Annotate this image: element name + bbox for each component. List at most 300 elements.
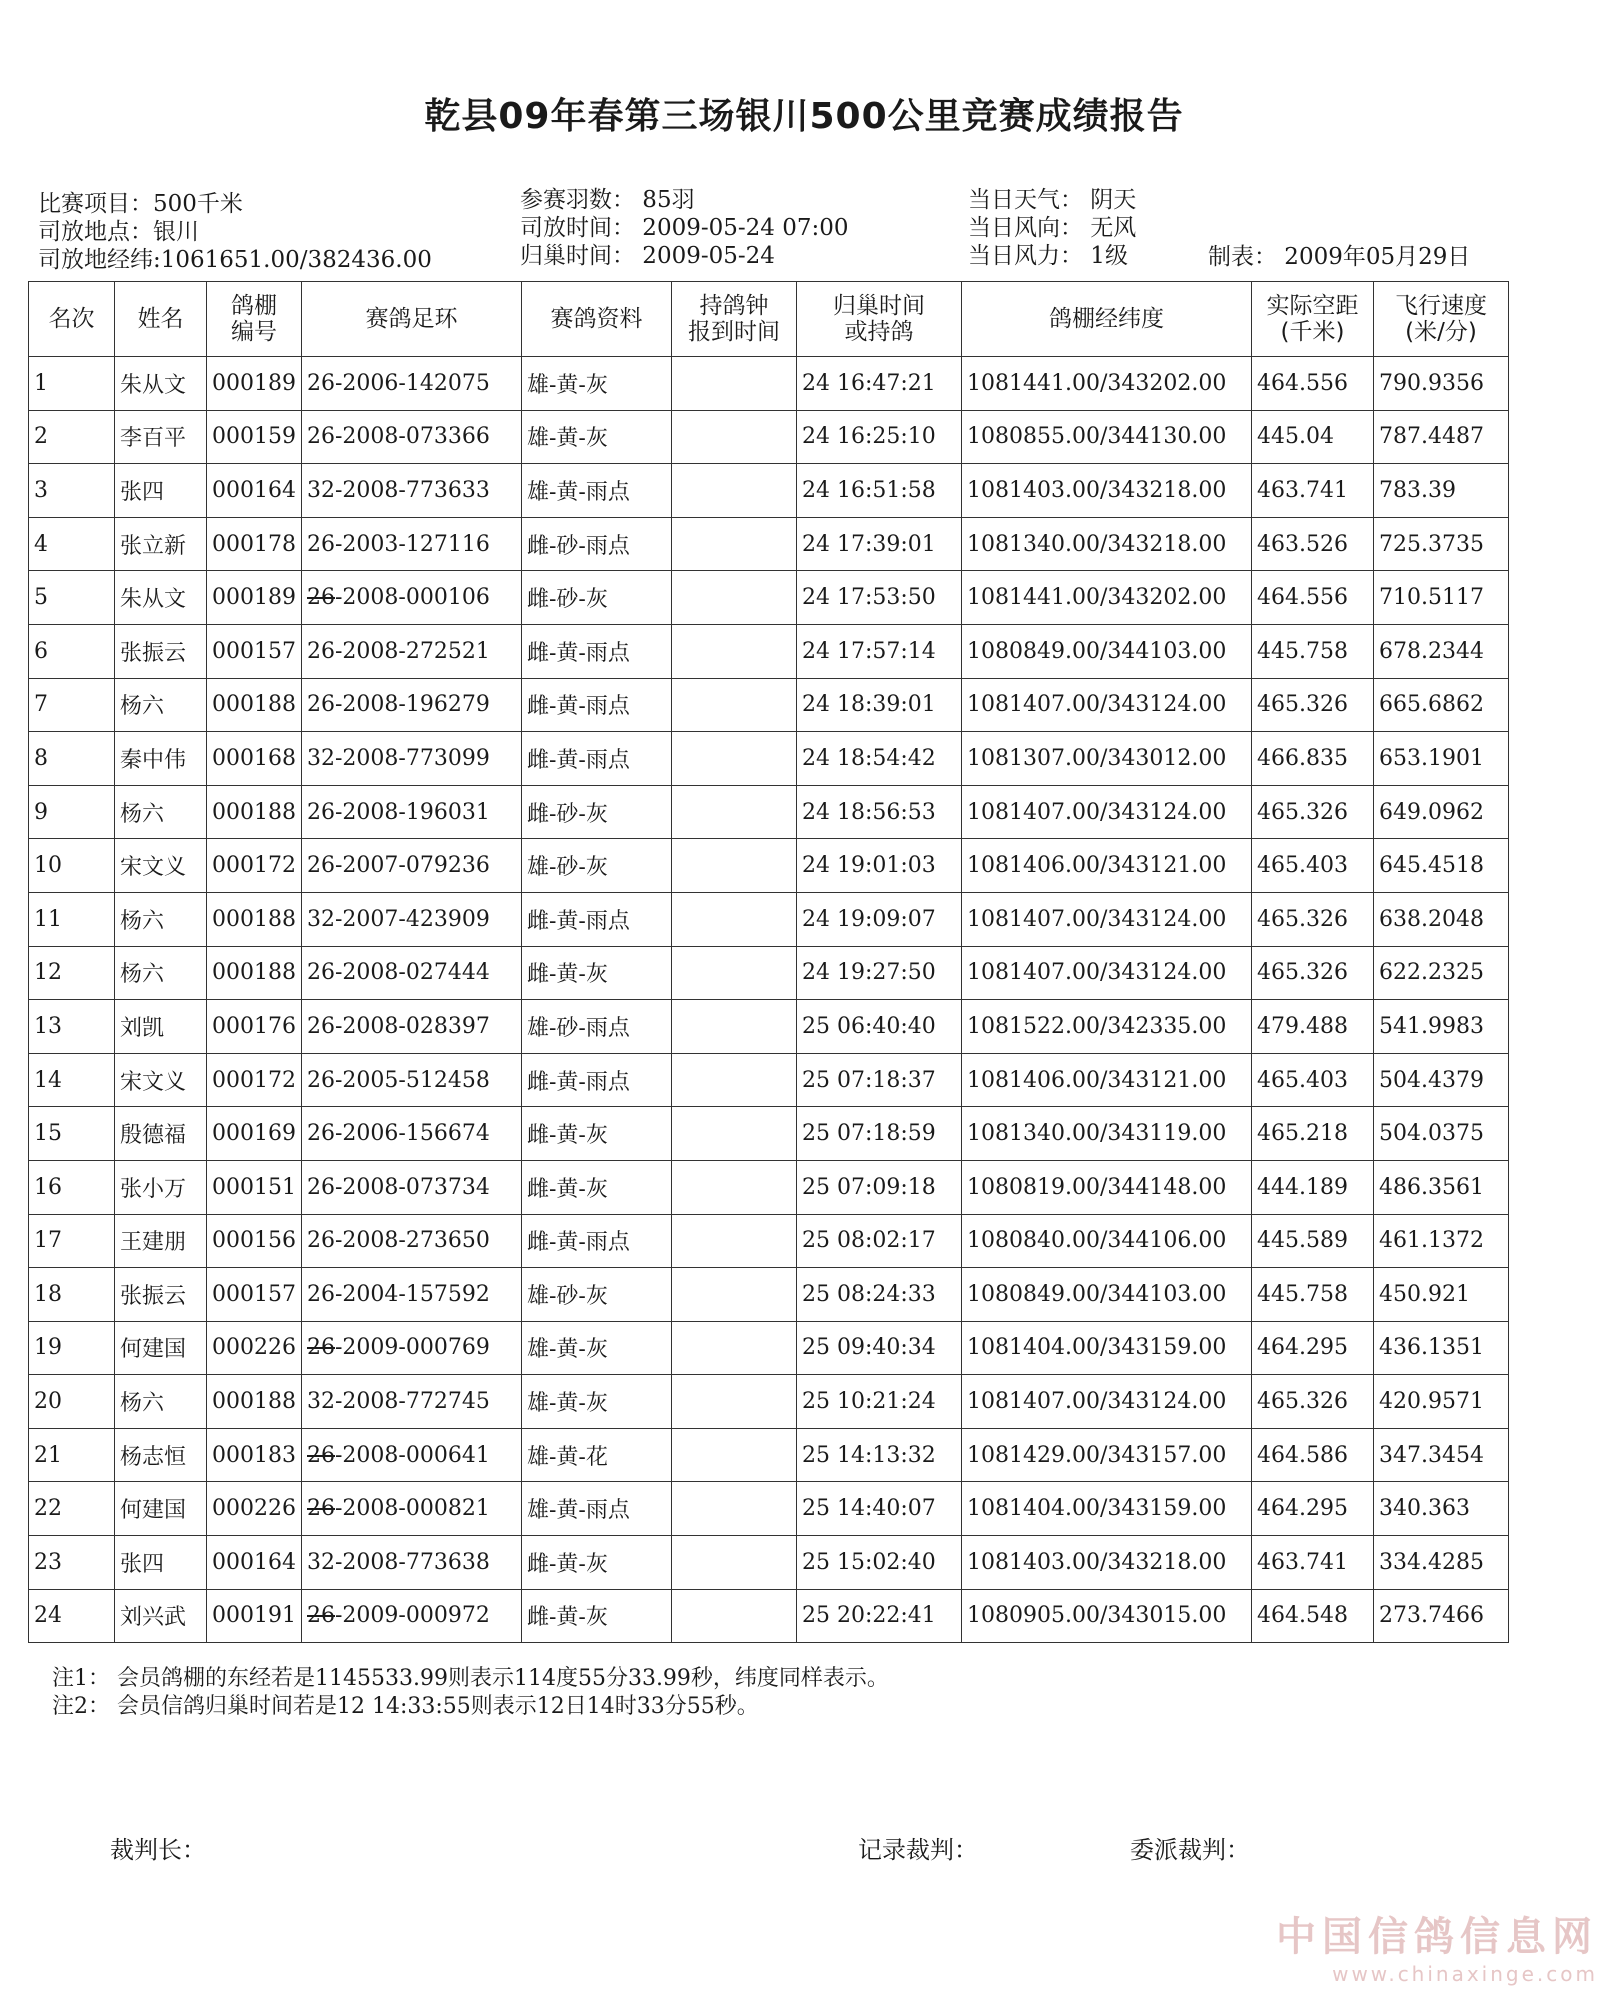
cell-ring: 32-2008-773638	[302, 1536, 522, 1590]
cell-distance: 464.556	[1252, 357, 1374, 411]
cell-name: 张振云	[115, 1268, 207, 1322]
cell-pigeon-info: 雄-砂-雨点	[522, 1000, 672, 1054]
table-row	[29, 892, 1509, 946]
cell-distance: 464.295	[1252, 1482, 1374, 1536]
cell-loft-coord: 1080849.00/344103.00	[962, 624, 1252, 678]
table-row	[29, 1375, 1509, 1429]
results-table	[28, 281, 1509, 1643]
header-line: 飞行速度	[1395, 293, 1487, 319]
cell-clock-time	[672, 946, 797, 1000]
cell-clock-time	[672, 1482, 797, 1536]
cell-speed: 486.3561	[1374, 1160, 1509, 1214]
cell-speed: 436.1351	[1374, 1321, 1509, 1375]
cell-clock-time	[672, 1160, 797, 1214]
cell-ring: 26-2008-027444	[302, 946, 522, 1000]
cell-return-time: 24 16:51:58	[797, 464, 962, 518]
cell-pigeon-info: 雌-黄-灰	[522, 1536, 672, 1590]
cell-distance: 465.326	[1252, 678, 1374, 732]
cell-clock-time	[672, 678, 797, 732]
note-return-time: 注2： 会员信鸽归巢时间若是12 14:33:55则表示12日14时33分55秒。	[52, 1694, 759, 1719]
ring-prefix-struck: 26	[307, 1335, 335, 1361]
cell-clock-time	[672, 1214, 797, 1268]
table-row	[29, 1536, 1509, 1590]
col-header-ring: 赛鸽足环	[302, 282, 522, 357]
cell-rank: 8	[29, 732, 115, 786]
cell-name: 殷德福	[115, 1107, 207, 1161]
watermark	[1276, 1905, 1598, 1986]
cell-name: 杨志恒	[115, 1428, 207, 1482]
cell-clock-time	[672, 1321, 797, 1375]
cell-speed: 665.6862	[1374, 678, 1509, 732]
cell-clock-time	[672, 357, 797, 411]
cell-loft-id: 000157	[207, 624, 302, 678]
cell-return-time: 25 06:40:40	[797, 1000, 962, 1054]
cell-name: 张小万	[115, 1160, 207, 1214]
cell-speed: 678.2344	[1374, 624, 1509, 678]
cell-clock-time	[672, 1536, 797, 1590]
table-row	[29, 624, 1509, 678]
cell-loft-coord: 1081404.00/343159.00	[962, 1482, 1252, 1536]
cell-distance: 465.326	[1252, 946, 1374, 1000]
cell-name: 何建国	[115, 1482, 207, 1536]
cell-pigeon-info: 雄-黄-灰	[522, 410, 672, 464]
cell-loft-id: 000183	[207, 1428, 302, 1482]
cell-clock-time	[672, 1107, 797, 1161]
cell-return-time: 25 08:24:33	[797, 1268, 962, 1322]
table-row	[29, 1428, 1509, 1482]
cell-name: 刘兴武	[115, 1589, 207, 1643]
cell-distance: 464.586	[1252, 1428, 1374, 1482]
cell-loft-id: 000178	[207, 517, 302, 571]
cell-name: 杨六	[115, 678, 207, 732]
col-header-loft-id	[207, 282, 302, 357]
cell-pigeon-info: 雄-砂-灰	[522, 1268, 672, 1322]
cell-return-time: 25 08:02:17	[797, 1214, 962, 1268]
table-row	[29, 1214, 1509, 1268]
cell-return-time: 24 18:39:01	[797, 678, 962, 732]
cell-clock-time	[672, 1268, 797, 1322]
cell-distance: 466.835	[1252, 732, 1374, 786]
cell-name: 宋文义	[115, 1053, 207, 1107]
table-row	[29, 1321, 1509, 1375]
cell-pigeon-info: 雄-黄-灰	[522, 357, 672, 411]
info-entries: 参赛羽数： 85羽	[520, 187, 695, 213]
cell-clock-time	[672, 732, 797, 786]
col-header-distance	[1252, 282, 1374, 357]
cell-loft-coord: 1080819.00/344148.00	[962, 1160, 1252, 1214]
cell-speed: 347.3454	[1374, 1428, 1509, 1482]
cell-loft-coord: 1080905.00/343015.00	[962, 1589, 1252, 1643]
cell-loft-coord: 1081429.00/343157.00	[962, 1428, 1252, 1482]
cell-ring: 26-2003-127116	[302, 517, 522, 571]
cell-distance: 463.741	[1252, 1536, 1374, 1590]
cell-distance: 465.326	[1252, 1375, 1374, 1429]
cell-rank: 15	[29, 1107, 115, 1161]
cell-loft-id: 000188	[207, 785, 302, 839]
cell-rank: 3	[29, 464, 115, 518]
report-title: 乾县09年春第三场银川500公里竞赛成绩报告	[424, 96, 1184, 137]
ring-prefix-struck: 26	[307, 1442, 335, 1468]
cell-ring: 26-2006-142075	[302, 357, 522, 411]
cell-clock-time	[672, 1053, 797, 1107]
cell-speed: 504.0375	[1374, 1107, 1509, 1161]
col-header-loft-coord: 鸽棚经纬度	[962, 282, 1252, 357]
cell-loft-id: 000172	[207, 1053, 302, 1107]
cell-clock-time	[672, 1589, 797, 1643]
cell-loft-id: 000151	[207, 1160, 302, 1214]
header-line: 实际空距	[1266, 293, 1359, 319]
col-header-rank: 名次	[29, 282, 115, 357]
cell-distance: 465.403	[1252, 839, 1374, 893]
header-line: 鸽棚	[231, 293, 277, 319]
cell-ring: 26-2007-079236	[302, 839, 522, 893]
cell-rank: 13	[29, 1000, 115, 1054]
table-row	[29, 357, 1509, 411]
cell-return-time: 24 19:09:07	[797, 892, 962, 946]
cell-name: 王建朋	[115, 1214, 207, 1268]
cell-rank: 14	[29, 1053, 115, 1107]
cell-rank: 24	[29, 1589, 115, 1643]
cell-loft-id: 000188	[207, 678, 302, 732]
cell-return-time: 24 16:25:10	[797, 410, 962, 464]
cell-return-time: 24 17:53:50	[797, 571, 962, 625]
col-header-clock-time	[672, 282, 797, 357]
table-row	[29, 678, 1509, 732]
cell-return-time: 24 18:54:42	[797, 732, 962, 786]
cell-speed: 638.2048	[1374, 892, 1509, 946]
header-row	[29, 282, 1509, 357]
cell-name: 杨六	[115, 946, 207, 1000]
table-row	[29, 517, 1509, 571]
cell-rank: 19	[29, 1321, 115, 1375]
table-row	[29, 464, 1509, 518]
cell-loft-coord: 1081441.00/343202.00	[962, 571, 1252, 625]
cell-rank: 1	[29, 357, 115, 411]
note-longitude: 注1： 会员鸽棚的东经若是1145533.99则表示114度55分33.99秒，纬度同样表示。	[52, 1666, 889, 1691]
cell-loft-coord: 1081407.00/343124.00	[962, 892, 1252, 946]
ring-number: -2008-000821	[335, 1496, 490, 1522]
table-row	[29, 785, 1509, 839]
watermark-url: www.chinaxinge.com	[1332, 1962, 1598, 1986]
cell-loft-coord: 1080840.00/344106.00	[962, 1214, 1252, 1268]
cell-loft-coord: 1081441.00/343202.00	[962, 357, 1252, 411]
header-line: (米/分)	[1405, 319, 1477, 345]
table-row	[29, 839, 1509, 893]
cell-name: 秦中伟	[115, 732, 207, 786]
info-release-time: 司放时间： 2009-05-24 07:00	[520, 215, 849, 241]
ring-prefix-struck: 26	[307, 1496, 335, 1522]
cell-speed: 340.363	[1374, 1482, 1509, 1536]
cell-pigeon-info: 雌-黄-雨点	[522, 732, 672, 786]
cell-speed: 783.39	[1374, 464, 1509, 518]
cell-pigeon-info: 雄-黄-雨点	[522, 1482, 672, 1536]
cell-rank: 16	[29, 1160, 115, 1214]
cell-ring: 26-2008-273650	[302, 1214, 522, 1268]
table-row	[29, 1268, 1509, 1322]
cell-distance: 445.758	[1252, 1268, 1374, 1322]
cell-name: 张四	[115, 464, 207, 518]
info-return-date: 归巢时间： 2009-05-24	[520, 243, 775, 269]
cell-return-time: 25 07:18:37	[797, 1053, 962, 1107]
table-made-date: 制表： 2009年05月29日	[1208, 244, 1471, 270]
cell-ring: 26-2008-272521	[302, 624, 522, 678]
cell-clock-time	[672, 1000, 797, 1054]
cell-distance: 465.218	[1252, 1107, 1374, 1161]
cell-rank: 17	[29, 1214, 115, 1268]
cell-loft-coord: 1081307.00/343012.00	[962, 732, 1252, 786]
cell-return-time: 24 18:56:53	[797, 785, 962, 839]
cell-loft-id: 000188	[207, 1375, 302, 1429]
cell-loft-id: 000156	[207, 1214, 302, 1268]
cell-name: 刘凯	[115, 1000, 207, 1054]
cell-speed: 450.921	[1374, 1268, 1509, 1322]
cell-pigeon-info: 雌-黄-雨点	[522, 624, 672, 678]
cell-distance: 464.556	[1252, 571, 1374, 625]
cell-clock-time	[672, 464, 797, 518]
cell-pigeon-info: 雌-黄-雨点	[522, 1053, 672, 1107]
table-row	[29, 1482, 1509, 1536]
header-line: (千米)	[1280, 319, 1345, 345]
cell-ring: 26-2006-156674	[302, 1107, 522, 1161]
table-row	[29, 1589, 1509, 1643]
cell-ring	[302, 1482, 522, 1536]
cell-ring	[302, 571, 522, 625]
cell-clock-time	[672, 785, 797, 839]
cell-loft-coord: 1081340.00/343218.00	[962, 517, 1252, 571]
cell-distance: 464.295	[1252, 1321, 1374, 1375]
header-line: 或持鸽	[844, 319, 914, 345]
cell-loft-coord: 1081406.00/343121.00	[962, 1053, 1252, 1107]
cell-loft-coord: 1081407.00/343124.00	[962, 785, 1252, 839]
col-header-pigeon-info: 赛鸽资料	[522, 282, 672, 357]
cell-loft-coord: 1081522.00/342335.00	[962, 1000, 1252, 1054]
cell-distance: 445.04	[1252, 410, 1374, 464]
cell-ring: 26-2008-028397	[302, 1000, 522, 1054]
ring-number: -2009-000972	[335, 1603, 490, 1629]
cell-loft-coord: 1081403.00/343218.00	[962, 1536, 1252, 1590]
cell-loft-id: 000164	[207, 1536, 302, 1590]
cell-name: 李百平	[115, 410, 207, 464]
cell-speed: 334.4285	[1374, 1536, 1509, 1590]
cell-rank: 11	[29, 892, 115, 946]
cell-return-time: 25 07:18:59	[797, 1107, 962, 1161]
cell-loft-coord: 1080849.00/344103.00	[962, 1268, 1252, 1322]
cell-loft-id: 000172	[207, 839, 302, 893]
table-row	[29, 1160, 1509, 1214]
cell-rank: 9	[29, 785, 115, 839]
cell-distance: 463.741	[1252, 464, 1374, 518]
info-race-item: 比赛项目：500千米	[38, 191, 243, 217]
table-row	[29, 946, 1509, 1000]
cell-clock-time	[672, 892, 797, 946]
cell-ring	[302, 1428, 522, 1482]
cell-loft-id: 000176	[207, 1000, 302, 1054]
cell-clock-time	[672, 839, 797, 893]
info-weather: 当日天气： 阴天	[968, 187, 1137, 213]
cell-return-time: 25 20:22:41	[797, 1589, 962, 1643]
cell-loft-id: 000168	[207, 732, 302, 786]
table-row	[29, 1053, 1509, 1107]
cell-speed: 649.0962	[1374, 785, 1509, 839]
cell-ring	[302, 1321, 522, 1375]
cell-ring: 26-2005-512458	[302, 1053, 522, 1107]
cell-loft-coord: 1080855.00/344130.00	[962, 410, 1252, 464]
cell-return-time: 25 07:09:18	[797, 1160, 962, 1214]
table-row	[29, 571, 1509, 625]
cell-clock-time	[672, 1375, 797, 1429]
cell-pigeon-info: 雌-黄-灰	[522, 1107, 672, 1161]
cell-speed: 461.1372	[1374, 1214, 1509, 1268]
cell-clock-time	[672, 410, 797, 464]
cell-distance: 465.326	[1252, 892, 1374, 946]
cell-pigeon-info: 雄-砂-灰	[522, 839, 672, 893]
cell-loft-coord: 1081407.00/343124.00	[962, 1375, 1252, 1429]
info-release-coord: 司放地经纬:1061651.00/382436.00	[38, 247, 432, 273]
header-line: 报到时间	[688, 319, 780, 345]
cell-return-time: 24 17:39:01	[797, 517, 962, 571]
header-line: 归巢时间	[833, 293, 925, 319]
cell-return-time: 24 19:01:03	[797, 839, 962, 893]
info-release-place: 司放地点：银川	[38, 219, 199, 245]
cell-rank: 23	[29, 1536, 115, 1590]
cell-speed: 725.3735	[1374, 517, 1509, 571]
cell-pigeon-info: 雄-黄-灰	[522, 1321, 672, 1375]
cell-loft-id: 000226	[207, 1482, 302, 1536]
header-line: 持鸽钟	[699, 293, 769, 319]
results-body	[29, 357, 1509, 1643]
cell-clock-time	[672, 517, 797, 571]
cell-rank: 5	[29, 571, 115, 625]
cell-name: 朱从文	[115, 571, 207, 625]
cell-return-time: 25 15:02:40	[797, 1536, 962, 1590]
table-row	[29, 410, 1509, 464]
info-block-weather	[968, 186, 1136, 270]
cell-loft-coord: 1081406.00/343121.00	[962, 839, 1252, 893]
cell-return-time: 25 09:40:34	[797, 1321, 962, 1375]
cell-pigeon-info: 雄-黄-花	[522, 1428, 672, 1482]
cell-ring: 32-2008-773099	[302, 732, 522, 786]
cell-speed: 790.9356	[1374, 357, 1509, 411]
cell-name: 张振云	[115, 624, 207, 678]
cell-ring: 26-2008-073734	[302, 1160, 522, 1214]
cell-distance: 465.403	[1252, 1053, 1374, 1107]
cell-loft-id: 000226	[207, 1321, 302, 1375]
cell-distance: 445.758	[1252, 624, 1374, 678]
cell-pigeon-info: 雌-黄-灰	[522, 946, 672, 1000]
cell-distance: 444.189	[1252, 1160, 1374, 1214]
cell-return-time: 25 10:21:24	[797, 1375, 962, 1429]
ring-number: -2008-000641	[335, 1442, 490, 1468]
table-row	[29, 1107, 1509, 1161]
cell-name: 张立新	[115, 517, 207, 571]
cell-return-time: 24 17:57:14	[797, 624, 962, 678]
cell-speed: 645.4518	[1374, 839, 1509, 893]
cell-rank: 18	[29, 1268, 115, 1322]
cell-rank: 20	[29, 1375, 115, 1429]
cell-clock-time	[672, 1428, 797, 1482]
cell-pigeon-info: 雌-黄-灰	[522, 1160, 672, 1214]
table-row	[29, 732, 1509, 786]
cell-ring: 26-2008-073366	[302, 410, 522, 464]
cell-loft-coord: 1081404.00/343159.00	[962, 1321, 1252, 1375]
ring-number: -2009-000769	[335, 1335, 490, 1361]
cell-rank: 2	[29, 410, 115, 464]
cell-ring: 26-2004-157592	[302, 1268, 522, 1322]
cell-loft-coord: 1081403.00/343218.00	[962, 464, 1252, 518]
cell-pigeon-info: 雌-砂-灰	[522, 785, 672, 839]
ring-number: -2008-000106	[335, 585, 490, 611]
cell-loft-id: 000157	[207, 1268, 302, 1322]
cell-pigeon-info: 雌-黄-雨点	[522, 678, 672, 732]
cell-loft-id: 000191	[207, 1589, 302, 1643]
header-line: 编号	[231, 319, 277, 345]
cell-loft-id: 000188	[207, 946, 302, 1000]
cell-pigeon-info: 雄-黄-灰	[522, 1375, 672, 1429]
col-header-speed	[1374, 282, 1509, 357]
cell-return-time: 24 16:47:21	[797, 357, 962, 411]
cell-clock-time	[672, 571, 797, 625]
cell-speed: 541.9983	[1374, 1000, 1509, 1054]
info-wind-force: 当日风力： 1级	[968, 243, 1128, 269]
cell-name: 何建国	[115, 1321, 207, 1375]
cell-distance: 479.488	[1252, 1000, 1374, 1054]
cell-distance: 465.326	[1252, 785, 1374, 839]
cell-loft-id: 000169	[207, 1107, 302, 1161]
cell-speed: 710.5117	[1374, 571, 1509, 625]
cell-loft-coord: 1081407.00/343124.00	[962, 678, 1252, 732]
cell-speed: 504.4379	[1374, 1053, 1509, 1107]
cell-ring	[302, 1589, 522, 1643]
cell-name: 杨六	[115, 1375, 207, 1429]
cell-name: 张四	[115, 1536, 207, 1590]
table-row	[29, 1000, 1509, 1054]
cell-ring: 32-2008-773633	[302, 464, 522, 518]
cell-return-time: 25 14:13:32	[797, 1428, 962, 1482]
cell-name: 宋文义	[115, 839, 207, 893]
ring-prefix-struck: 26	[307, 585, 335, 611]
cell-pigeon-info: 雌-砂-雨点	[522, 517, 672, 571]
signature-chief-judge: 裁判长：	[110, 1836, 206, 1864]
cell-loft-id: 000188	[207, 892, 302, 946]
cell-rank: 10	[29, 839, 115, 893]
cell-rank: 7	[29, 678, 115, 732]
cell-speed: 273.7466	[1374, 1589, 1509, 1643]
cell-ring: 26-2008-196031	[302, 785, 522, 839]
cell-loft-id: 000159	[207, 410, 302, 464]
cell-name: 朱从文	[115, 357, 207, 411]
cell-speed: 420.9571	[1374, 1375, 1509, 1429]
cell-loft-coord: 1081407.00/343124.00	[962, 946, 1252, 1000]
cell-rank: 6	[29, 624, 115, 678]
cell-loft-id: 000189	[207, 357, 302, 411]
cell-return-time: 24 19:27:50	[797, 946, 962, 1000]
cell-ring: 32-2007-423909	[302, 892, 522, 946]
cell-pigeon-info: 雌-砂-灰	[522, 571, 672, 625]
signature-delegate-judge: 委派裁判：	[1130, 1836, 1250, 1864]
cell-pigeon-info: 雌-黄-雨点	[522, 1214, 672, 1268]
notes	[52, 1665, 889, 1721]
info-block-race	[38, 190, 432, 274]
cell-clock-time	[672, 624, 797, 678]
watermark-site-name: 中国信鸽信息网	[1276, 1914, 1598, 1960]
cell-pigeon-info: 雌-黄-雨点	[522, 892, 672, 946]
cell-name: 杨六	[115, 785, 207, 839]
cell-distance: 464.548	[1252, 1589, 1374, 1643]
cell-loft-id: 000164	[207, 464, 302, 518]
cell-rank: 21	[29, 1428, 115, 1482]
cell-pigeon-info: 雄-黄-雨点	[522, 464, 672, 518]
col-header-return-time	[797, 282, 962, 357]
